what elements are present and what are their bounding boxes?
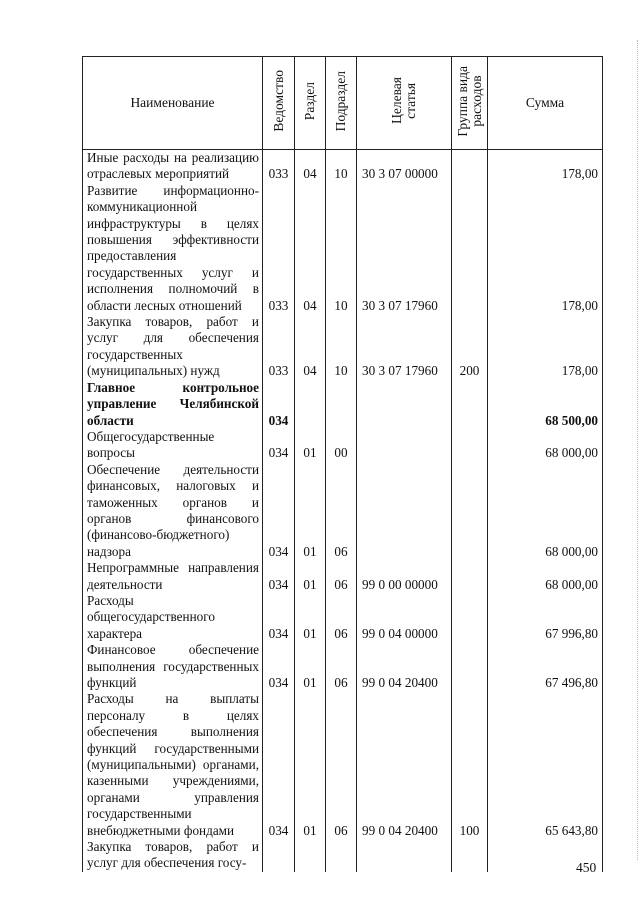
row-vedomstvo: 033 — [263, 183, 295, 314]
row-podrazdel: 00 — [326, 429, 357, 462]
row-razdel: 01 — [295, 462, 326, 560]
row-celevaya-statya: 30 3 07 17960 — [357, 314, 452, 380]
header-summa: Сумма — [488, 57, 603, 150]
row-summa: 67 496,80 — [488, 642, 603, 691]
row-razdel — [295, 839, 326, 872]
row-name: Общегосударственные вопросы — [83, 429, 263, 462]
row-celevaya-statya: 99 0 00 00000 — [357, 560, 452, 593]
row-vedomstvo: 034 — [263, 642, 295, 691]
row-celevaya-statya — [357, 380, 452, 429]
table-body — [83, 150, 603, 872]
row-vedomstvo: 033 — [263, 314, 295, 380]
row-podrazdel: 10 — [326, 150, 357, 183]
row-razdel: 01 — [295, 560, 326, 593]
page-number: 450 — [576, 860, 597, 875]
table-row — [83, 150, 603, 183]
row-celevaya-statya: 30 3 07 00000 — [357, 150, 452, 183]
row-name: Расходы общегосударственного характера — [83, 593, 263, 642]
table-header — [83, 57, 603, 150]
table-row — [83, 642, 603, 691]
row-podrazdel: 06 — [326, 560, 357, 593]
row-gruppa — [452, 429, 488, 462]
row-name: Развитие информационно-коммуникационной инфраструктуры в целях повышения эффективности предоставления государственных услуг и исполнения полномочий в области лесных отношений — [83, 183, 263, 314]
row-vedomstvo: 034 — [263, 560, 295, 593]
row-vedomstvo: 034 — [263, 380, 295, 429]
row-vedomstvo — [263, 839, 295, 872]
row-celevaya-statya — [357, 429, 452, 462]
table-row — [83, 691, 603, 839]
row-podrazdel — [326, 839, 357, 872]
row-name: Обеспечение деятельности финансовых, налоговых и таможенных органов и органов финансового (финансово-бюджетного) надзора — [83, 462, 263, 560]
row-podrazdel: 10 — [326, 314, 357, 380]
row-gruppa — [452, 642, 488, 691]
row-summa: 68 000,00 — [488, 560, 603, 593]
row-vedomstvo: 034 — [263, 593, 295, 642]
header-podrazdel: Подраздел — [326, 57, 357, 150]
row-vedomstvo: 033 — [263, 150, 295, 183]
row-summa: 68 000,00 — [488, 429, 603, 462]
row-podrazdel: 06 — [326, 593, 357, 642]
row-name: Закупка товаров, работ и услуг для обеспечения госу- — [83, 839, 263, 872]
row-razdel: 01 — [295, 593, 326, 642]
row-name: Непрограммные направления деятельности — [83, 560, 263, 593]
row-name: Иные расходы на реализацию отраслевых мероприятий — [83, 150, 263, 183]
row-summa: 65 643,80 — [488, 691, 603, 839]
row-summa: 178,00 — [488, 150, 603, 183]
row-razdel: 04 — [295, 150, 326, 183]
row-podrazdel: 06 — [326, 462, 357, 560]
row-name: Главное контрольное управление Челябинской области — [83, 380, 263, 429]
row-gruppa — [452, 593, 488, 642]
header-razdel: Раздел — [295, 57, 326, 150]
row-gruppa — [452, 183, 488, 314]
row-razdel: 01 — [295, 691, 326, 839]
table-row — [83, 462, 603, 560]
budget-table — [82, 56, 603, 872]
row-gruppa — [452, 839, 488, 872]
row-summa: 68 000,00 — [488, 462, 603, 560]
row-gruppa: 200 — [452, 314, 488, 380]
header-gruppa-vida-raskhodov: Группа вида расходов — [452, 57, 488, 150]
row-celevaya-statya — [357, 839, 452, 872]
row-podrazdel: 10 — [326, 183, 357, 314]
row-celevaya-statya: 99 0 04 20400 — [357, 642, 452, 691]
row-summa: 178,00 — [488, 314, 603, 380]
header-name: Наименование — [83, 57, 263, 150]
row-name: Расходы на выплаты персоналу в целях обеспечения выполнения функций государственными (муниципальными) органами, казенными учреждениями, органами управления государственными внебюджетными фондами — [83, 691, 263, 839]
table-row — [83, 314, 603, 380]
table-row — [83, 839, 603, 872]
row-razdel — [295, 380, 326, 429]
row-gruppa — [452, 462, 488, 560]
row-podrazdel: 06 — [326, 691, 357, 839]
table-row — [83, 183, 603, 314]
row-razdel: 01 — [295, 642, 326, 691]
row-razdel: 04 — [295, 314, 326, 380]
row-podrazdel: 06 — [326, 642, 357, 691]
header-celevaya-statya: Целевая статья — [357, 57, 452, 150]
row-celevaya-statya: 99 0 04 00000 — [357, 593, 452, 642]
row-summa: 67 996,80 — [488, 593, 603, 642]
scan-edge-mark — [636, 40, 638, 860]
row-podrazdel — [326, 380, 357, 429]
row-gruppa — [452, 380, 488, 429]
row-vedomstvo: 034 — [263, 462, 295, 560]
row-gruppa — [452, 150, 488, 183]
row-summa: 178,00 — [488, 183, 603, 314]
row-vedomstvo: 034 — [263, 691, 295, 839]
row-razdel: 04 — [295, 183, 326, 314]
row-name: Финансовое обеспечение выполнения государственных функций — [83, 642, 263, 691]
row-celevaya-statya — [357, 462, 452, 560]
table-row — [83, 593, 603, 642]
row-summa: 68 500,00 — [488, 380, 603, 429]
row-celevaya-statya: 30 3 07 17960 — [357, 183, 452, 314]
row-gruppa — [452, 560, 488, 593]
table-row — [83, 560, 603, 593]
row-celevaya-statya: 99 0 04 20400 — [357, 691, 452, 839]
table-row — [83, 429, 603, 462]
row-name: Закупка товаров, работ и услуг для обеспечения государственных (муниципальных) нужд — [83, 314, 263, 380]
row-razdel: 01 — [295, 429, 326, 462]
row-gruppa: 100 — [452, 691, 488, 839]
header-vedomstvo: Ведомство — [263, 57, 295, 150]
row-vedomstvo: 034 — [263, 429, 295, 462]
table-row — [83, 380, 603, 429]
